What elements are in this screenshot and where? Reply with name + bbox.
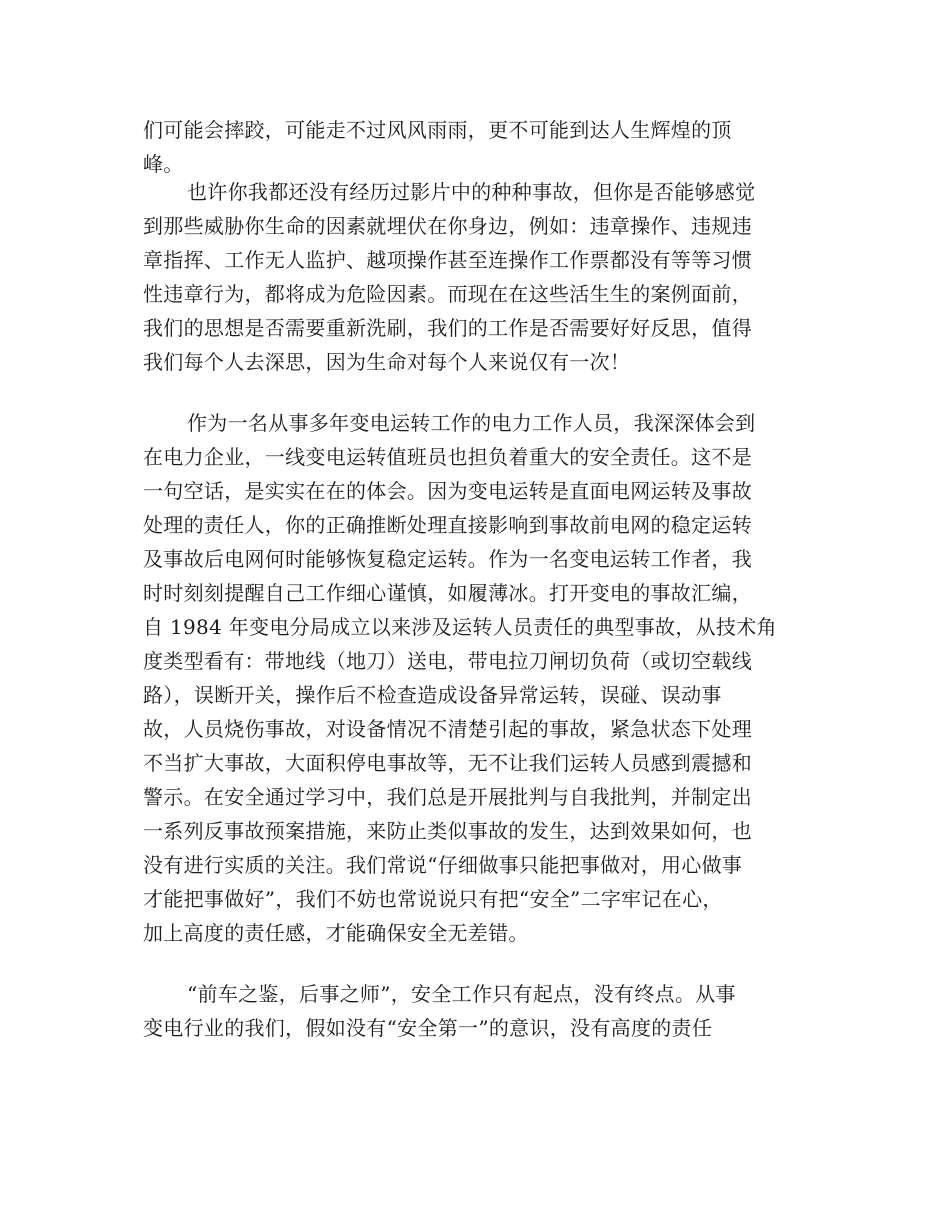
- paragraph-line: 一系列反事故预案措施，来防止类似事故的发生，达到效果如何，也: [143, 819, 752, 843]
- paragraph-line: 度类型看有：带地线（地刀）送电，带电拉刀闸切负荷（或切空载线: [143, 649, 752, 673]
- paragraph-line: 们可能会摔跤，可能走不过风风雨雨，更不可能到达人生辉煌的顶: [143, 118, 732, 142]
- paragraph-line: “前车之鉴，后事之师”，安全工作只有起点，没有终点。从事: [187, 982, 736, 1006]
- paragraph-line: 我们的思想是否需要重新洗刷，我们的工作是否需要好好反思，值得: [143, 316, 752, 340]
- paragraph-line: 性违章行为，都将成为危险因素。而现在在这些活生生的案例面前，: [143, 282, 752, 306]
- paragraph-line: 我们每个人去深思，因为生命对每个人来说仅有一次！: [143, 350, 631, 374]
- paragraph-line: 故，人员烧伤事故，对设备情况不清楚引起的事故，紧急状态下处理: [143, 717, 752, 741]
- paragraph-line: 作为一名从事多年变电运转工作的电力工作人员，我深深体会到: [187, 411, 756, 435]
- paragraph-line: 处理的责任人，你的正确推断处理直接影响到事故前电网的稳定运转: [143, 513, 752, 537]
- paragraph-line: 没有进行实质的关注。我们常说“仔细做事只能把事做对，用心做事: [143, 853, 743, 877]
- paragraph-line: 峰。: [143, 152, 184, 176]
- paragraph-line: 一句空话，是实实在在的体会。因为变电运转是直面电网运转及事故: [143, 479, 752, 503]
- paragraph-line: 章指挥、工作无人监护、越项操作甚至连操作工作票都没有等等习惯: [143, 248, 752, 272]
- paragraph-line: 也许你我都还没有经历过影片中的种种事故，但你是否能够感觉: [187, 180, 756, 204]
- paragraph-line: 变电行业的我们，假如没有“安全第一”的意识，没有高度的责任: [143, 1016, 713, 1040]
- paragraph-line: 时时刻刻提醒自己工作细心谨慎，如履薄冰。打开变电的事故汇编，: [143, 581, 752, 605]
- paragraph-line: 到那些威胁你生命的因素就埋伏在你身边，例如：违章操作、违规违: [143, 214, 752, 238]
- paragraph-line: 加上高度的责任感，才能确保安全无差错。: [143, 921, 529, 945]
- paragraph-line: 路），误断开关，操作后不检查造成设备异常运转，误碰、误动事: [143, 683, 722, 707]
- paragraph-line: 在电力企业，一线变电运转值班员也担负着重大的安全责任。这不是: [143, 445, 752, 469]
- paragraph-line: 不当扩大事故，大面积停电事故等，无不让我们运转人员感到震撼和: [143, 751, 752, 775]
- paragraph-line: 及事故后电网何时能够恢复稳定运转。作为一名变电运转工作者，我: [143, 547, 752, 571]
- paragraph-line: 自 1984 年变电分局成立以来涉及运转人员责任的典型事故，从技术角: [143, 615, 777, 639]
- paragraph-line: 警示。在安全通过学习中，我们总是开展批判与自我批判，并制定出: [143, 785, 752, 809]
- paragraph-line: 才能把事做好”，我们不妨也常说说只有把“安全”二字牢记在心，: [143, 887, 723, 911]
